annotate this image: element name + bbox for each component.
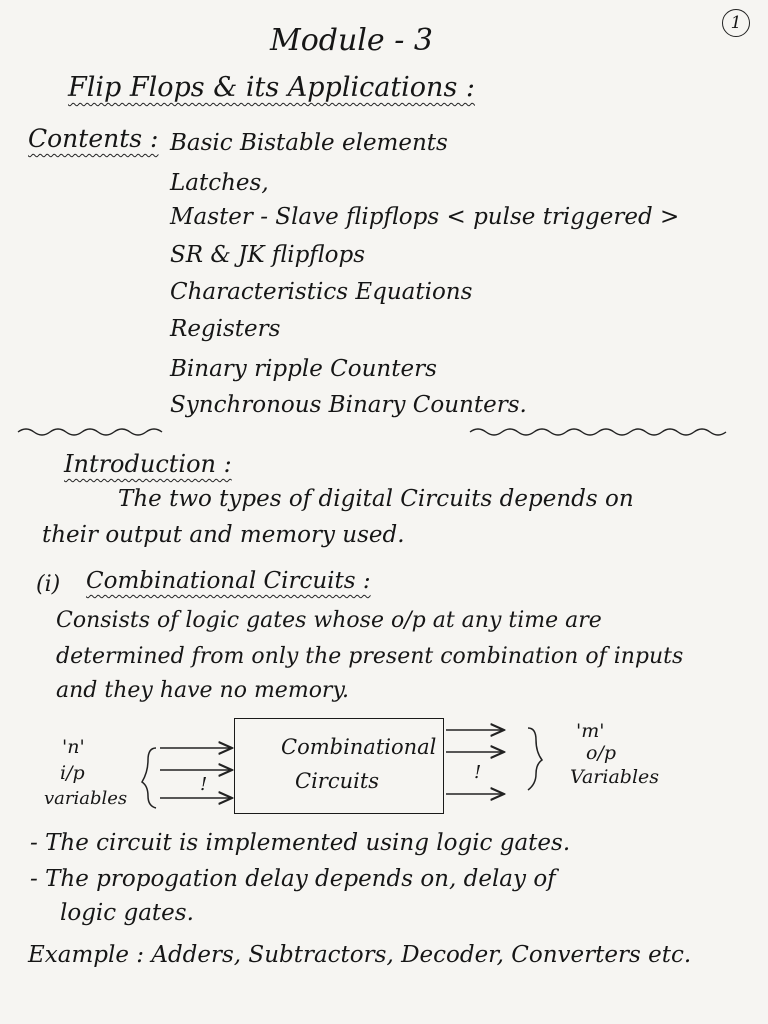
page-number: 1 [722, 9, 750, 37]
output-brace-icon [528, 728, 542, 790]
contents-item: Registers [170, 316, 281, 342]
contents-item: Characteristics Equations [170, 279, 473, 305]
definition-line: Consists of logic gates whose o/p at any time are [56, 608, 602, 633]
contents-item: Latches, [170, 170, 269, 196]
input-count-label: 'n' [62, 736, 85, 758]
contents-item: SR & JK flipflops [170, 242, 366, 268]
input-brace-icon [142, 748, 156, 808]
intro-paragraph-line: their output and memory used. [42, 522, 405, 548]
contents-item: Synchronous Binary Counters. [170, 392, 527, 418]
chapter-title: Flip Flops & its Applications : [68, 72, 475, 103]
bullet-line: - The propogation delay depends on, delay of [30, 866, 556, 892]
contents-item: Binary ripple Counters [170, 356, 437, 382]
input-ip-label: i/p [60, 762, 85, 784]
module-title: Module - 3 [270, 23, 433, 58]
bullet-line: - The circuit is implemented using logic gates. [30, 830, 571, 856]
output-variables-label: Variables [570, 766, 660, 788]
output-op-label: o/p [586, 742, 617, 764]
introduction-heading: Introduction : [64, 450, 232, 478]
definition-line: and they have no memory. [56, 678, 349, 703]
box-label-line: Circuits [295, 769, 380, 793]
contents-item: Master - Slave flipflops < pulse triggered > [170, 204, 680, 230]
sub-heading-number: (i) [36, 572, 61, 597]
combinational-heading: Combinational Circuits : [86, 568, 371, 594]
box-label-line: Combinational [281, 735, 437, 759]
combinational-circuit-box [234, 718, 444, 814]
contents-label: Contents : [28, 124, 159, 153]
input-variables-label: variables [44, 788, 128, 809]
definition-line: determined from only the present combination of inputs [56, 644, 684, 669]
output-continuation-dots: ! [474, 762, 482, 783]
bullet-line: logic gates. [60, 900, 194, 926]
contents-item: Basic Bistable elements [170, 130, 448, 156]
intro-paragraph-line: The two types of digital Circuits depends on [118, 486, 634, 512]
example-line: Example : Adders, Subtractors, Decoder, Converters etc. [28, 942, 692, 968]
output-count-label: 'm' [576, 720, 605, 742]
input-continuation-dots: ! [200, 774, 208, 795]
